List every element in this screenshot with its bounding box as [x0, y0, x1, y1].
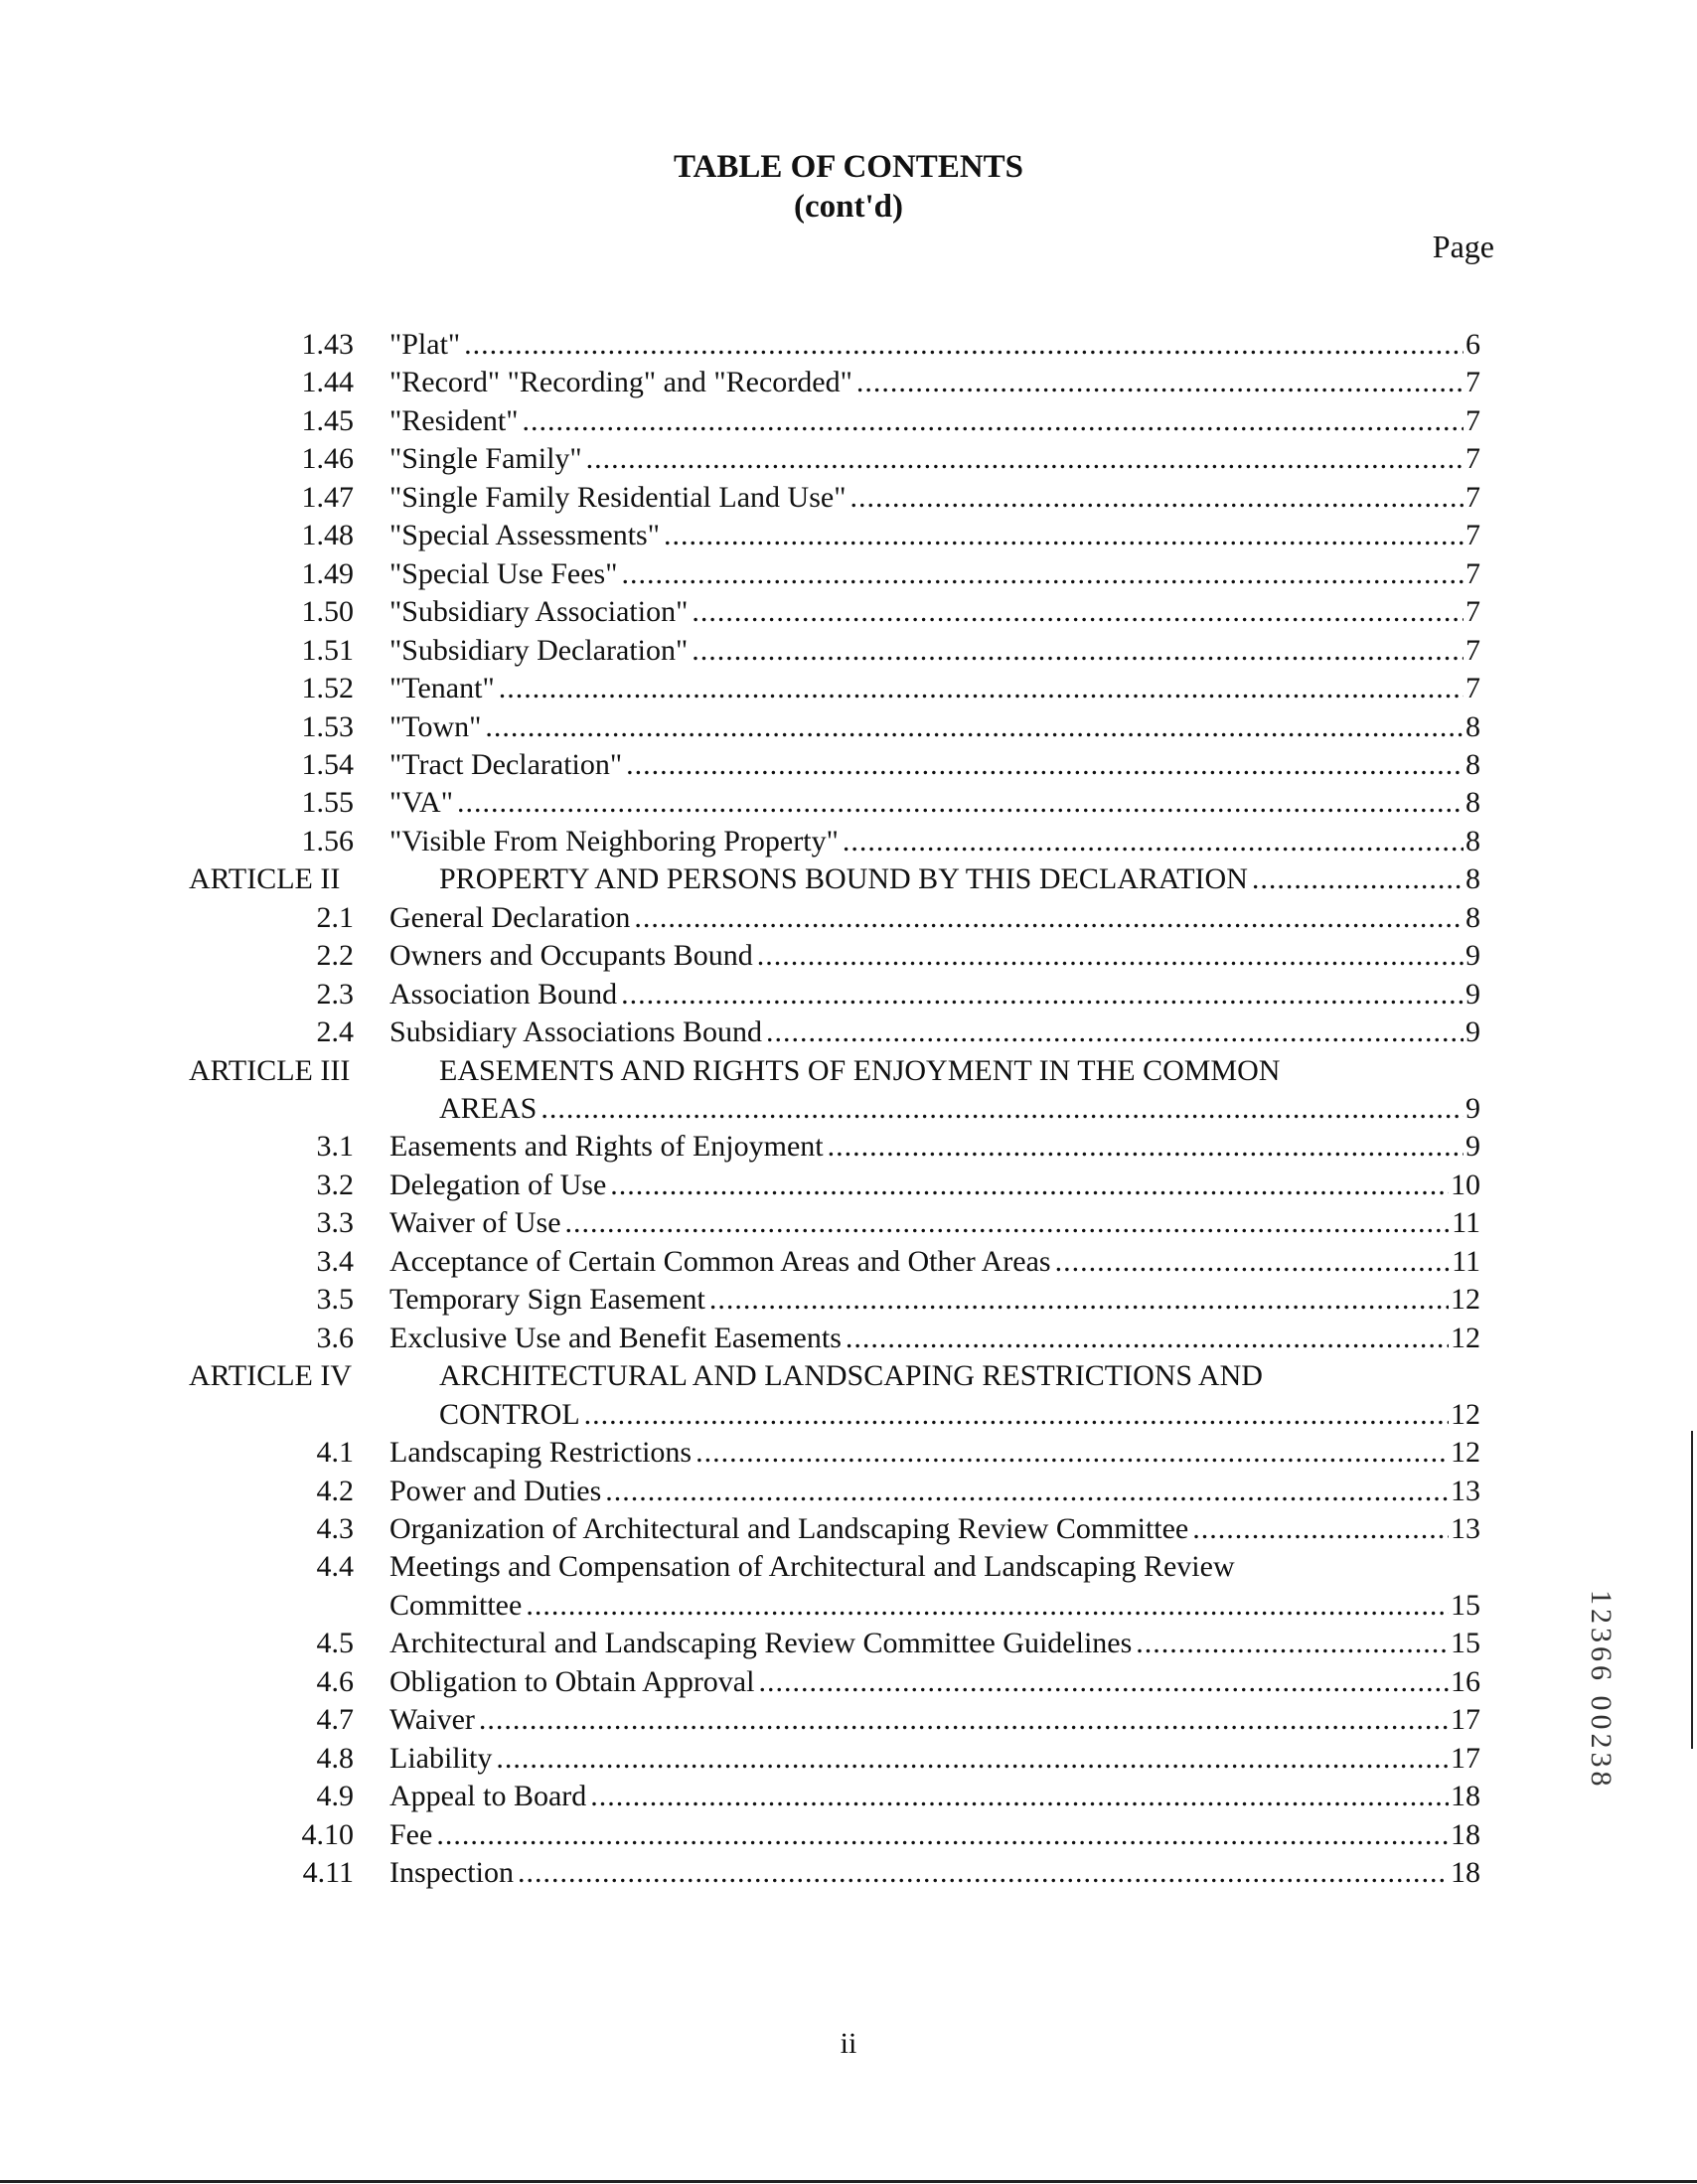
toc-row [0, 555, 1697, 593]
toc-entry-title: "Tenant" [389, 672, 495, 705]
toc-leader-dots [479, 1701, 1449, 1739]
toc-entry [389, 1320, 1480, 1357]
toc-row [0, 937, 1697, 975]
toc-leader-dots [1252, 860, 1464, 898]
toc-entry [389, 670, 1480, 707]
toc-entry-title: Easements and Rights of Enjoyment [389, 1130, 824, 1164]
toc-entry [389, 1014, 1480, 1051]
toc-leader-dots [1055, 1243, 1451, 1281]
toc-row [0, 899, 1697, 937]
toc-section-number: 1.49 [301, 556, 354, 590]
toc-entry-title: Waiver [389, 1703, 475, 1737]
toc-leader-dots [692, 593, 1464, 631]
toc-entry [389, 364, 1480, 401]
toc-entry-title: Liability [389, 1741, 493, 1775]
toc-leader-dots [757, 937, 1464, 975]
toc-section-number: 3.3 [316, 1206, 354, 1240]
toc-entry [439, 1052, 1280, 1090]
toc-leader-dots [540, 1090, 1464, 1128]
toc-page-number: 9 [1466, 1092, 1480, 1125]
toc-article-row [0, 1090, 1697, 1128]
toc-row [0, 479, 1697, 517]
toc-leader-dots [664, 517, 1464, 554]
toc-entry [389, 1167, 1480, 1204]
toc-leader-dots [1136, 1625, 1449, 1662]
toc-entry [389, 440, 1480, 478]
toc-page-number: 17 [1451, 1741, 1480, 1775]
toc-row [0, 1320, 1697, 1357]
toc-entry-title: ARCHITECTURAL AND LANDSCAPING RESTRICTIONS AND [439, 1359, 1263, 1393]
toc-page-number: 7 [1466, 672, 1480, 705]
toc-row [0, 593, 1697, 631]
toc-section-number: 1.48 [301, 519, 354, 552]
toc-section-number: 2.2 [316, 939, 354, 973]
toc-entry-title: Fee [389, 1817, 433, 1851]
toc-row [0, 746, 1697, 784]
toc-entry-title: Exclusive Use and Benefit Easements [389, 1321, 842, 1354]
toc-page-number: 12 [1451, 1321, 1480, 1354]
toc-section-number: 4.3 [316, 1511, 354, 1545]
toc-section-number: 3.2 [316, 1168, 354, 1201]
toc-article-row [0, 1357, 1697, 1395]
toc-entry-title: "VA" [389, 786, 453, 820]
toc-section-number: 4.11 [302, 1856, 354, 1889]
toc-section-number: 4.6 [316, 1664, 354, 1698]
toc-leader-dots [499, 670, 1464, 707]
toc-subtitle: (cont'd) [794, 189, 903, 225]
toc-entry-title: Committee [389, 1588, 523, 1622]
toc-leader-dots [766, 1014, 1464, 1051]
toc-leader-dots [1192, 1510, 1449, 1548]
toc-entry [389, 1510, 1480, 1548]
toc-title: TABLE OF CONTENTS [673, 149, 1024, 185]
toc-row [0, 823, 1697, 860]
toc-row [0, 364, 1697, 401]
toc-page-number: 11 [1452, 1206, 1480, 1240]
toc-section-number: ARTICLE II [189, 862, 341, 896]
toc-section-number: 1.44 [301, 366, 354, 399]
toc-entry-title: Power and Duties [389, 1474, 602, 1507]
toc-entry [389, 1548, 1235, 1586]
toc-page-number: 9 [1466, 1130, 1480, 1164]
toc-row [0, 1778, 1697, 1815]
toc-page-number: 9 [1466, 977, 1480, 1011]
toc-leader-dots [584, 1396, 1449, 1434]
toc-page-number: 12 [1451, 1283, 1480, 1317]
toc-entry [389, 555, 1480, 593]
toc-page-number: 7 [1466, 595, 1480, 629]
toc-row [0, 1663, 1697, 1701]
toc-page-number: 18 [1451, 1780, 1480, 1813]
toc-section-number: 4.5 [316, 1627, 354, 1660]
toc-section-number: ARTICLE III [189, 1053, 351, 1087]
toc-section-number: 1.54 [301, 747, 354, 781]
toc-section-number: 4.8 [316, 1741, 354, 1775]
toc-leader-dots [692, 632, 1464, 670]
toc-row [0, 326, 1697, 364]
toc-page-number: 7 [1466, 519, 1480, 552]
toc-section-number: 2.4 [316, 1015, 354, 1049]
toc-section-number: 4.9 [316, 1780, 354, 1813]
toc-entry [389, 784, 1480, 822]
toc-row [0, 1740, 1697, 1778]
toc-title-block [0, 147, 1697, 227]
toc-row [0, 784, 1697, 822]
toc-leader-dots [634, 899, 1464, 937]
toc-entry-title: "Subsidiary Declaration" [389, 633, 689, 667]
toc-entry-title: "Resident" [389, 403, 519, 437]
toc-entry [389, 823, 1480, 860]
toc-leader-dots [828, 1128, 1464, 1166]
toc-entry [439, 860, 1480, 898]
toc-section-number: 1.43 [301, 328, 354, 361]
toc-row [0, 1816, 1697, 1854]
toc-entry-title: "Plat" [389, 328, 461, 361]
scan-edge-line [1691, 1431, 1693, 1749]
toc-entry-title: EASEMENTS AND RIGHTS OF ENJOYMENT IN THE COMMON [439, 1053, 1281, 1087]
toc-page-number: 12 [1451, 1397, 1480, 1431]
toc-entry-title: Delegation of Use [389, 1168, 607, 1201]
toc-entry [389, 593, 1480, 631]
toc-entry-title: "Record" "Recording" and "Recorded" [389, 366, 852, 399]
toc-leader-dots [621, 976, 1464, 1014]
toc-leader-dots [436, 1816, 1449, 1854]
toc-leader-dots [590, 1778, 1449, 1815]
toc-leader-dots [843, 823, 1464, 860]
toc-page-number: 15 [1451, 1588, 1480, 1622]
toc-row [0, 440, 1697, 478]
toc-page-number: 18 [1451, 1817, 1480, 1851]
toc-section-number: 1.53 [301, 709, 354, 743]
toc-entry [389, 479, 1480, 517]
toc-entry-title: General Declaration [389, 900, 631, 934]
toc-section-number: 3.6 [316, 1321, 354, 1354]
toc-row [0, 1014, 1697, 1051]
toc-page-number: 8 [1466, 747, 1480, 781]
toc-section-number: 1.52 [301, 672, 354, 705]
toc-entry-title: Acceptance of Certain Common Areas and Other Areas [389, 1244, 1051, 1278]
toc-leader-dots [758, 1663, 1449, 1701]
toc-page-number: 10 [1451, 1168, 1480, 1201]
toc-entry [439, 1090, 1480, 1128]
toc-page-number: 8 [1466, 862, 1480, 896]
toc-section-number: 4.7 [316, 1703, 354, 1737]
toc-entry [389, 1128, 1480, 1166]
toc-section-number: 3.5 [316, 1283, 354, 1317]
toc-entry-title: AREAS [439, 1092, 538, 1125]
toc-entry-title: Inspection [389, 1856, 514, 1889]
toc-entry [389, 1816, 1480, 1854]
toc-row [0, 1854, 1697, 1892]
toc-page-number: 18 [1451, 1856, 1480, 1889]
toc-entry-title: PROPERTY AND PERSONS BOUND BY THIS DECLARATION [439, 862, 1248, 896]
toc-leader-dots [485, 708, 1464, 746]
toc-page-number: 9 [1466, 1015, 1480, 1049]
toc-section-number: 1.51 [301, 633, 354, 667]
toc-entry [389, 899, 1480, 937]
toc-section-number: 1.45 [301, 403, 354, 437]
toc-entry [439, 1396, 1480, 1434]
toc-entry [389, 632, 1480, 670]
toc-entry-title: Organization of Architectural and Landscaping Review Committee [389, 1511, 1189, 1545]
toc-section-number: 3.4 [316, 1244, 354, 1278]
toc-row [0, 1167, 1697, 1204]
toc-entry-title: Meetings and Compensation of Architectural and Landscaping Review [389, 1550, 1235, 1584]
toc-leader-dots [849, 479, 1464, 517]
toc-page-number: 7 [1466, 480, 1480, 514]
toc-row [0, 1587, 1697, 1625]
toc-row [0, 708, 1697, 746]
toc-row [0, 1473, 1697, 1510]
toc-entry-title: Association Bound [389, 977, 618, 1011]
toc-entry-title: Subsidiary Associations Bound [389, 1015, 763, 1049]
toc-entry-title: "Town" [389, 709, 482, 743]
toc-row [0, 632, 1697, 670]
toc-entry-title: "Single Family Residential Land Use" [389, 480, 847, 514]
toc-section-number: 1.55 [301, 786, 354, 820]
toc-entry-title: Landscaping Restrictions [389, 1436, 693, 1470]
toc-row [0, 1434, 1697, 1472]
toc-entry [389, 1663, 1480, 1701]
toc-page-number: 7 [1466, 556, 1480, 590]
toc-entry-title: CONTROL [439, 1397, 580, 1431]
toc-entry-title: Obligation to Obtain Approval [389, 1664, 755, 1698]
toc-page-number: 15 [1451, 1627, 1480, 1660]
toc-section-number: 1.56 [301, 824, 354, 858]
toc-page-number: 8 [1466, 824, 1480, 858]
toc-entry-title: "Special Use Fees" [389, 556, 618, 590]
toc-article-row [0, 860, 1697, 898]
toc-entry [389, 1625, 1480, 1662]
toc-entry-title: "Visible From Neighboring Property" [389, 824, 839, 858]
toc-entry-title: Architectural and Landscaping Review Committee Guidelines [389, 1627, 1133, 1660]
side-stamp: 12366 00238 [1585, 1590, 1618, 1791]
toc-row [0, 1510, 1697, 1548]
toc-entry-title: "Single Family" [389, 442, 582, 476]
toc-row [0, 1548, 1697, 1586]
toc-entry [389, 1243, 1480, 1281]
toc-entry-title: Waiver of Use [389, 1206, 561, 1240]
toc-leader-dots [856, 364, 1464, 401]
toc-leader-dots [709, 1281, 1449, 1319]
toc-row [0, 1281, 1697, 1319]
toc-page-number: 13 [1451, 1511, 1480, 1545]
toc-row [0, 1128, 1697, 1166]
toc-leader-dots [846, 1320, 1449, 1357]
toc-section-number: 4.1 [316, 1436, 354, 1470]
toc-section-number: 2.1 [316, 900, 354, 934]
toc-entry [389, 1740, 1480, 1778]
toc-page-number: 12 [1451, 1436, 1480, 1470]
toc-leader-dots [518, 1854, 1449, 1892]
toc-article-row [0, 1396, 1697, 1434]
toc-entry [389, 402, 1480, 440]
scan-bottom-line [0, 2180, 1697, 2183]
toc-row [0, 517, 1697, 554]
toc-page-number: 7 [1466, 633, 1480, 667]
toc-page-number: 16 [1451, 1664, 1480, 1698]
toc-entry [389, 746, 1480, 784]
toc-leader-dots [522, 402, 1464, 440]
toc-entry-title: Temporary Sign Easement [389, 1283, 705, 1317]
toc-page-number: 8 [1466, 900, 1480, 934]
toc-entry [389, 708, 1480, 746]
toc-entry [389, 1854, 1480, 1892]
toc-page-number: 13 [1451, 1474, 1480, 1507]
toc-leader-dots [457, 784, 1464, 822]
toc-row [0, 402, 1697, 440]
toc-section-number: 2.3 [316, 977, 354, 1011]
page-column-label: Page [1432, 229, 1494, 264]
toc-leader-dots [605, 1473, 1449, 1510]
toc-leader-dots [610, 1167, 1449, 1204]
toc-entry [389, 1281, 1480, 1319]
toc-entry [389, 1701, 1480, 1739]
toc-page-number: 8 [1466, 786, 1480, 820]
toc-page-number: 9 [1466, 939, 1480, 973]
toc-page-number: 6 [1466, 328, 1480, 361]
toc-entry [389, 326, 1480, 364]
toc-page-number: 11 [1452, 1244, 1480, 1278]
toc-row [0, 1625, 1697, 1662]
toc-row [0, 1204, 1697, 1242]
toc-leader-dots [496, 1740, 1449, 1778]
toc-leader-dots [565, 1204, 1451, 1242]
toc-page-number: 7 [1466, 366, 1480, 399]
toc-page-number: 7 [1466, 403, 1480, 437]
toc-entry [389, 1587, 1480, 1625]
toc-entry [439, 1357, 1263, 1395]
toc-section-number: 1.47 [301, 480, 354, 514]
toc-leader-dots [464, 326, 1464, 364]
toc-section-number: 3.1 [316, 1130, 354, 1164]
toc-entry-title: Appeal to Board [389, 1780, 587, 1813]
toc-leader-dots [626, 746, 1464, 784]
toc-leader-dots [695, 1434, 1449, 1472]
toc-entry [389, 1778, 1480, 1815]
toc-row [0, 1243, 1697, 1281]
toc-leader-dots [621, 555, 1464, 593]
toc-entry [389, 1434, 1480, 1472]
page-number: ii [840, 2027, 857, 2060]
toc-entry-title: "Subsidiary Association" [389, 595, 689, 629]
toc-row [0, 976, 1697, 1014]
toc-entry-title: "Special Assessments" [389, 519, 660, 552]
toc-article-row [0, 1052, 1697, 1090]
toc-leader-dots [586, 440, 1464, 478]
toc-entry-title: "Tract Declaration" [389, 747, 623, 781]
toc-entry [389, 517, 1480, 554]
toc-page-number: 17 [1451, 1703, 1480, 1737]
toc-page-number: 7 [1466, 442, 1480, 476]
toc-row [0, 1701, 1697, 1739]
toc-leader-dots [526, 1587, 1449, 1625]
toc-section-number: 1.50 [301, 595, 354, 629]
toc-section-number: 4.4 [316, 1550, 354, 1584]
toc-section-number: 4.2 [316, 1474, 354, 1507]
toc-section-number: 4.10 [301, 1817, 354, 1851]
toc-entry [389, 976, 1480, 1014]
toc-section-number: 1.46 [301, 442, 354, 476]
toc-page-number: 8 [1466, 709, 1480, 743]
toc-entry [389, 1204, 1480, 1242]
toc-entry-title: Owners and Occupants Bound [389, 939, 753, 973]
toc-entry [389, 937, 1480, 975]
toc-row [0, 670, 1697, 707]
toc-entry [389, 1473, 1480, 1510]
toc-section-number: ARTICLE IV [189, 1359, 353, 1393]
